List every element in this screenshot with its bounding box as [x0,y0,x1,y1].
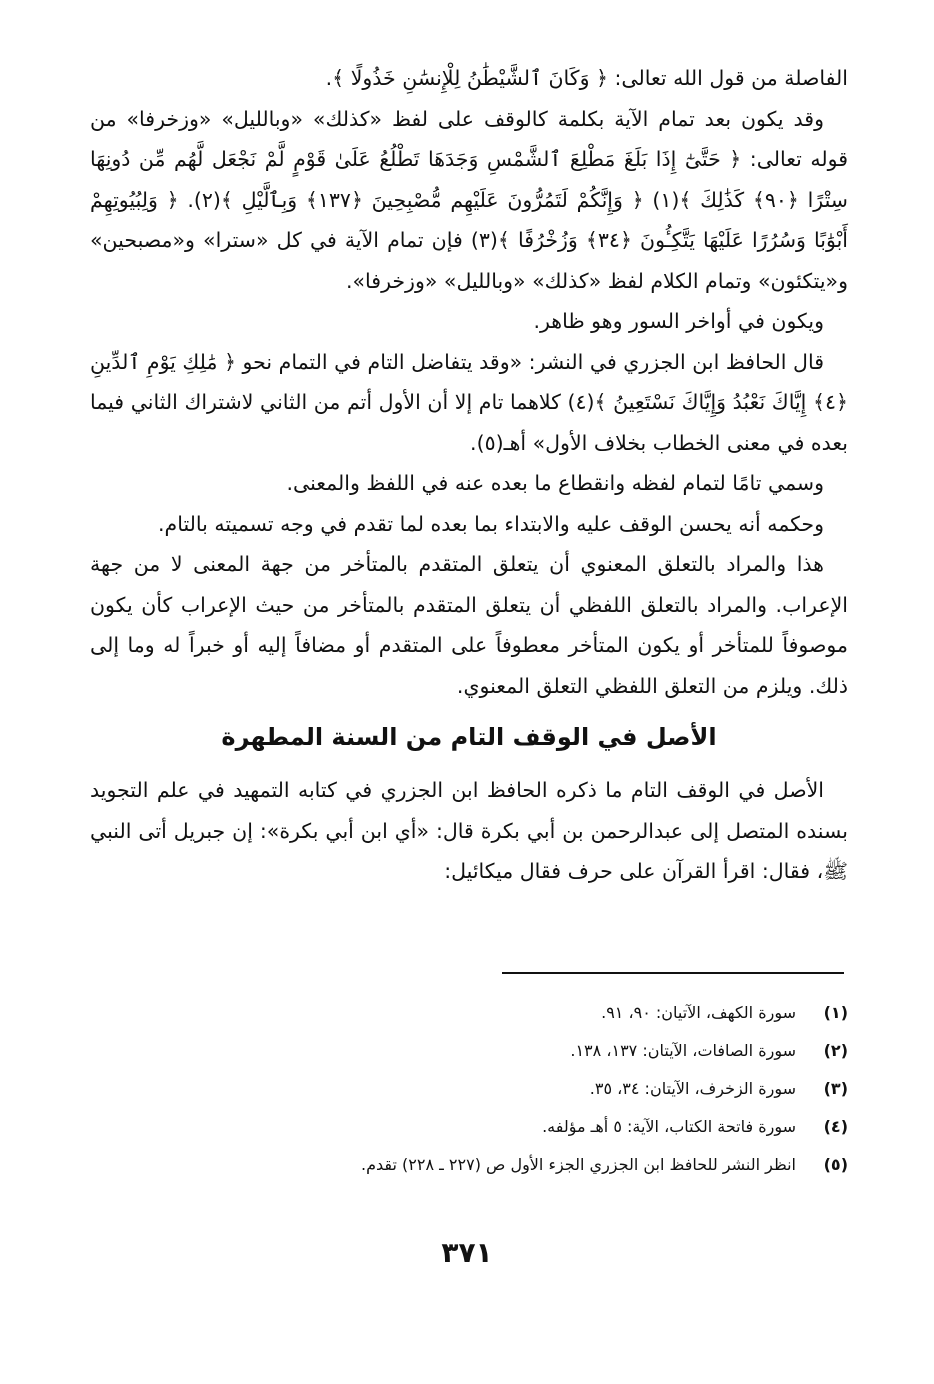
paragraph-1: الفاصلة من قول الله تعالى: ﴿ وَكَانَ ٱلشَّيْطَٰنُ لِلْإِنسَٰنِ خَذُولًا ﴾. [325,66,848,90]
paragraph-3: ويكون في أواخر السور وهو ظاهر. [533,309,824,333]
section-heading: الأصل في الوقف التام من السنة المطهرة [221,723,717,751]
paragraph-4: قال الحافظ ابن الجزري في النشر: «وقد يتفاضل التام في التمام نحو ﴿ مَٰلِكِ يَوْمِ ٱلدِّينِ ﴿٤﴾ إِيَّاكَ نَعْبُدُ وَإِيَّاكَ نَسْتَعِينُ ﴾(٤) كلاهما تام إلا أن الأول أتم من الثاني لاشتراك الثاني فيما بعده في معنى الخطاب بخلاف الأول» أهـ(٥). [90,349,848,455]
page-number: ٣٧١ [441,1236,493,1269]
footnote-text: انظر النشر للحافظ ابن الجزري الجزء الأول ص (٢٢٧ ـ ٢٢٨) تقدم. [361,1155,796,1174]
footnote-number: (٤) [823,1117,848,1136]
footnote-number: (٥) [823,1155,848,1174]
paragraph-6: وحكمه أنه يحسن الوقف عليه والابتداء بما بعده لما تقدم في وجه تسميته بالتام. [158,511,824,536]
footnotes-list [88,994,848,1184]
footnote-2 [88,1032,848,1070]
main-text-block [90,58,848,706]
footnote-text: سورة الكهف، الآتيان: ٩٠، ٩١. [601,1003,796,1022]
footnote-5 [88,1146,848,1184]
section-text-block [90,770,848,892]
section-paragraph-1: الأصل في الوقف التام ما ذكره الحافظ ابن الجزري في كتابه التمهيد في علم التجويد بسنده المتصل إلى عبدالرحمن بن أبي بكرة قال: «أي ابن أبي بكرة»: إن جبريل أتى النبي ﷺ، فقال: اقرأ القرآن على حرف فقال ميكائيل: [90,778,848,883]
paragraph-2: وقد يكون بعد تمام الآية بكلمة كالوقف على لفظ «كذلك» «وبالليل» «وزخرفا» من قوله تعالى: ﴿ حَتَّىٰٓ إِذَا بَلَغَ مَطْلِعَ ٱلشَّمْسِ وَجَدَهَا تَطْلُعُ عَلَىٰ قَوْمٍ لَّمْ نَجْعَل لَّهُم مِّن دُونِهَا سِتْرًا ﴿٩٠﴾ كَذَٰلِكَ ﴾(١) ﴿ وَإِنَّكُمْ لَتَمُرُّونَ عَلَيْهِم مُّصْبِحِينَ ﴿١٣٧﴾ وَبِٱلَّيْلِ ﴾(٢). ﴿ وَلِبُيُوتِهِمْ أَبْوَٰبًا وَسُرُرًا عَلَيْهَا يَتَّكِـُٔونَ ﴿٣٤﴾ وَزُخْرُفًا ﴾(٣) فإن تمام الآية في كل «سترا» و«مصبحين» و«يتكئون» وتمام الكلام لفظ «كذلك» «وبالليل» «وزخرفا». [90,106,848,293]
paragraph-5: وسمي تامًا لتمام لفظه وانقطاع ما بعده عنه في اللفظ والمعنى. [286,471,824,495]
footnote-text: سورة الزخرف، الآيتان: ٣٤، ٣٥. [589,1079,796,1098]
footnote-number: (٣) [823,1079,848,1098]
paragraph-7: هذا والمراد بالتعلق المعنوي أن يتعلق المتقدم بالمتأخر من جهة المعنى لا من جهة الإعراب. والمراد بالتعلق اللفظي أن يتعلق المتقدم بالمتأخر من حيث الإعراب كأن يكون موصوفاً للمتأخر أو يكون المتأخر معطوفاً على المتقدم أو مضافاً إليه أو خبراً له وما إلى ذلك. ويلزم من التعلق اللفظي التعلق المعنوي. [90,552,848,698]
footnote-number: (٢) [823,1041,848,1060]
footnote-number: (١) [823,1003,848,1022]
footnote-separator [502,972,844,974]
footnote-text: سورة فاتحة الكتاب، الآية: ٥ أهـ مؤلفه. [542,1117,796,1136]
footnote-text: سورة الصافات، الآيتان: ١٣٧، ١٣٨. [570,1041,796,1060]
footnote-3 [88,1070,848,1108]
footnote-4 [88,1108,848,1146]
footnote-1 [88,994,848,1032]
